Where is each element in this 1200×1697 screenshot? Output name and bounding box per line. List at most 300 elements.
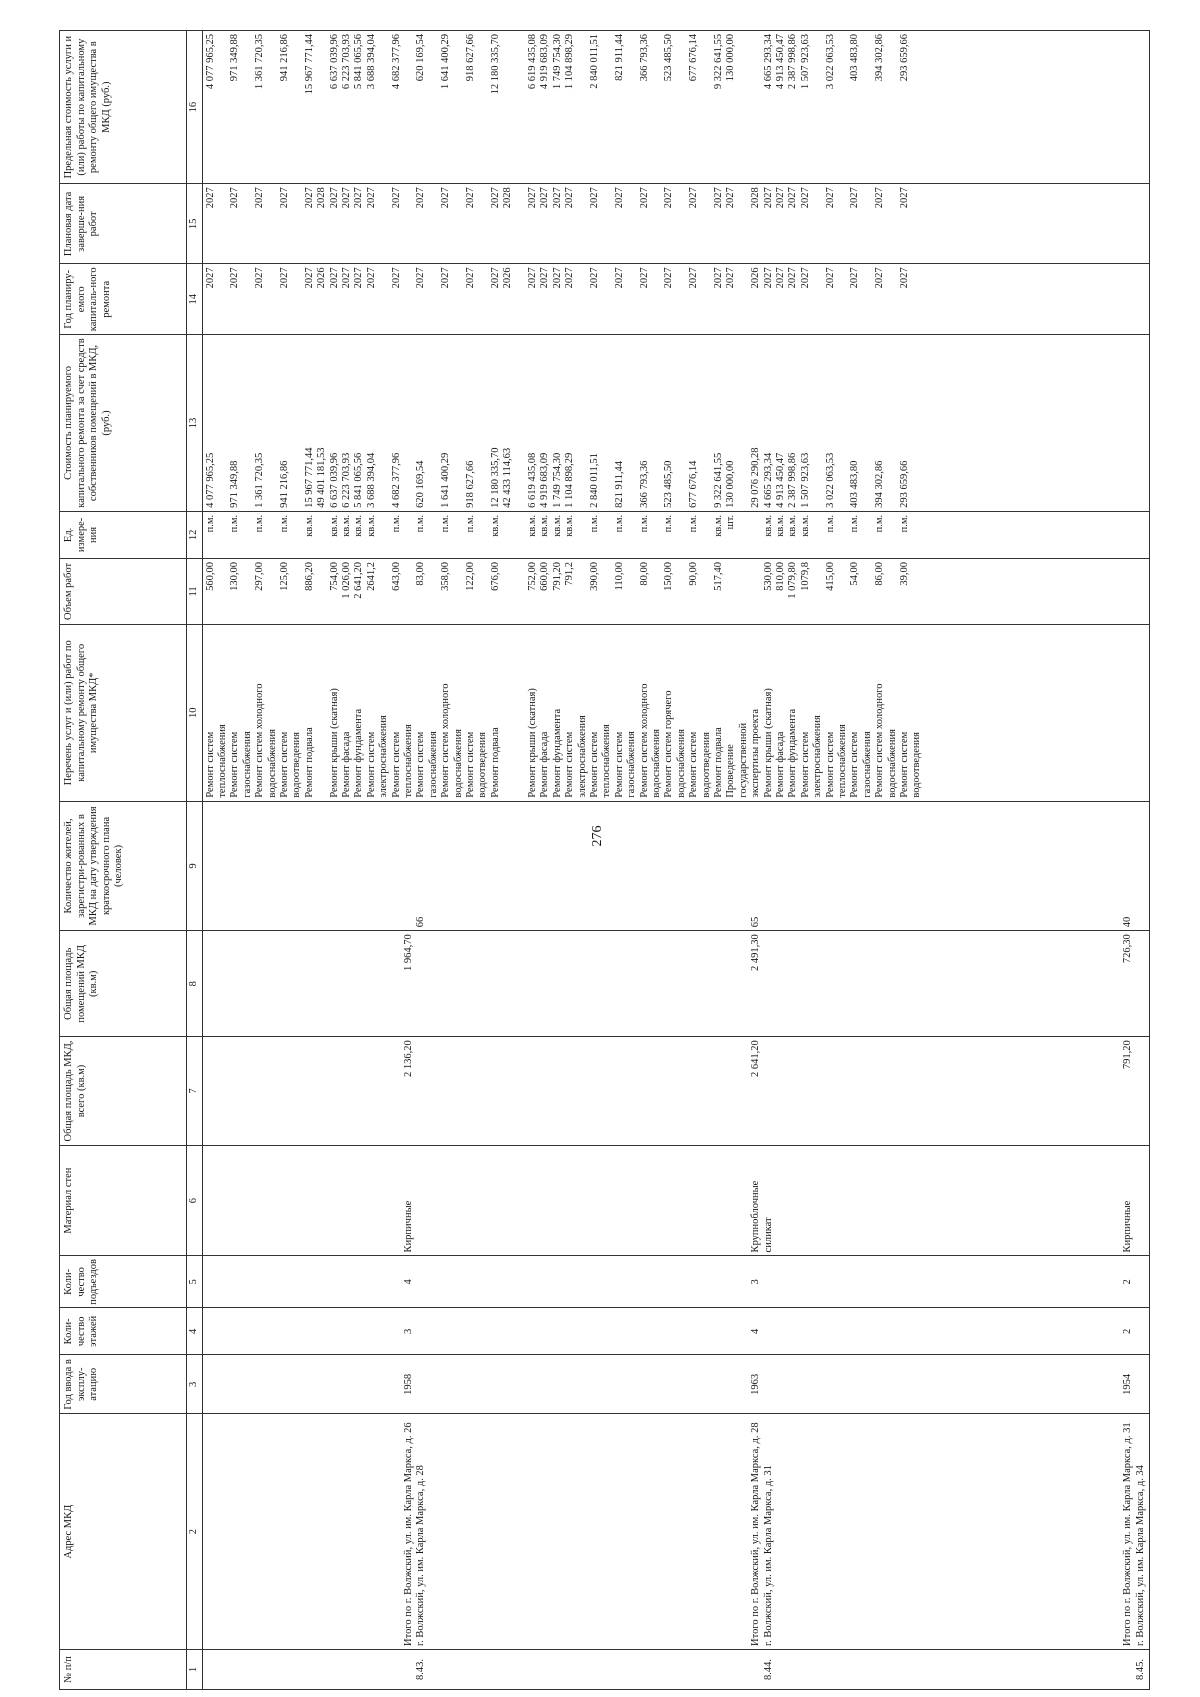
c15-line: 2027 [898, 187, 910, 209]
header-cell: Адрес МКД [60, 1414, 187, 1650]
c16-line: 403 483,80 [849, 34, 861, 82]
c5-line: 2 [1122, 1279, 1134, 1285]
c13-line: 5 841 065,56 [353, 452, 365, 508]
c10-line: Ремонт систем [464, 731, 476, 798]
c13-line: 1 507 923,63 [799, 452, 811, 508]
c13-line: 130 000,00 [725, 460, 737, 508]
c10-line: Ремонт систем [613, 731, 625, 798]
c9-line: 40 [1122, 916, 1134, 928]
c13-line: 1 104 898,29 [564, 452, 576, 508]
c13-line: 4 665 293,34 [762, 452, 774, 508]
col-unit-cell [202, 511, 1149, 558]
c11-line: 660,00 [539, 561, 551, 591]
c15-line: 2027 [390, 187, 402, 209]
c14-line: 2027 [638, 267, 650, 289]
c15-line: 2027 [440, 187, 452, 209]
column-number: 3 [187, 1355, 203, 1414]
c14-line: 2027 [564, 267, 576, 289]
c14-line: 2027 [526, 267, 538, 289]
c13-line: 4 919 683,09 [539, 452, 551, 508]
c3-line: 1958 [402, 1373, 414, 1395]
c13-line: 821 911,44 [613, 460, 625, 508]
c16-line: 1 507 923,63 [799, 34, 811, 90]
c16-line: 821 911,44 [613, 34, 625, 81]
c12-line: кв.м. [774, 514, 786, 537]
c14-line: 2027 [254, 267, 266, 289]
col-premises-area-cell [202, 931, 1149, 1037]
c13-line: 15 967 771,44 [303, 447, 315, 508]
header-cell: Коли-чество этажей [60, 1308, 187, 1355]
c10-line: электроснабжения [576, 715, 588, 798]
c3-line: 1963 [750, 1373, 762, 1395]
c11-line: 297,00 [254, 561, 266, 591]
c10-line: Ремонт фасада [539, 731, 551, 798]
column-number: 4 [187, 1308, 203, 1355]
c16-line: 918 627,66 [464, 34, 476, 82]
c10-line: Проведение [725, 744, 737, 798]
c12-line: п.м. [588, 514, 600, 533]
c15-line: 2028 [502, 187, 514, 209]
c10-line: Ремонт подвала [489, 727, 501, 798]
c10-line: Ремонт систем горячего [663, 690, 675, 798]
column-number: 15 [187, 184, 203, 264]
c15-line: 2027 [588, 187, 600, 209]
c11-line: 530,00 [762, 561, 774, 591]
c11-line: 791,20 [551, 561, 563, 591]
c6-line: Кирпичные [1122, 1200, 1134, 1253]
c10-line: Ремонт систем [390, 731, 402, 798]
c15-line: 2027 [415, 187, 427, 209]
c14-line: 2027 [799, 267, 811, 289]
c16-line: 5 841 065,56 [353, 34, 365, 90]
c12-line: п.м. [688, 514, 700, 533]
c13-line: 42 433 114,63 [502, 447, 514, 508]
c15-line: 2027 [303, 187, 315, 209]
c2-line: Итого по г. Волжский, ул. им. Карла Маркса, д. 31 [1122, 1422, 1134, 1646]
c14-line: 2027 [229, 267, 241, 289]
c15-line: 2028 [750, 187, 762, 209]
header-cell: Ед. измере-ния [60, 511, 187, 558]
c2-line: г. Волжский, ул. им. Карла Маркса, д. 31 [762, 1465, 774, 1646]
c12-line: п.м. [663, 514, 675, 533]
c13-line: 366 793,36 [638, 460, 650, 508]
c16-line: 4 077 965,25 [204, 34, 216, 90]
c10-line: водоснабжения [452, 729, 464, 798]
c11-line: 130,00 [229, 561, 241, 591]
c10-line: Ремонт систем [588, 731, 600, 798]
c15-line: 2027 [799, 187, 811, 209]
c12-line: кв.м. [365, 514, 377, 537]
c12-line: кв.м. [712, 514, 724, 537]
header-cell: Плановая дата заверше-ния работ [60, 184, 187, 264]
c11-line: 86,00 [874, 561, 886, 586]
c1-line: 8.43. [415, 1658, 427, 1680]
c6-line: Крупноблочные [750, 1180, 762, 1253]
c15-line: 2027 [464, 187, 476, 209]
c11-line: 39,00 [898, 561, 910, 586]
c6-line: Кирпичные [402, 1200, 414, 1253]
column-number: 10 [187, 624, 203, 801]
c10-line: Ремонт систем [688, 731, 700, 798]
c13-line: 4 077 965,25 [204, 452, 216, 508]
c14-line: 2027 [464, 267, 476, 289]
c15-line: 2027 [874, 187, 886, 209]
col-residents-cell [202, 801, 1149, 931]
col-volume-cell [202, 558, 1149, 624]
c10-line: водоотведения [700, 732, 712, 798]
c13-line: 1 749 754,30 [551, 452, 563, 508]
c12-line: п.м. [229, 514, 241, 533]
c5-line: 4 [402, 1279, 414, 1285]
c12-line: п.м. [440, 514, 452, 533]
c12-line: кв.м. [340, 514, 352, 537]
c3-line: 1954 [1122, 1373, 1134, 1395]
c7-line: 791,20 [1122, 1040, 1134, 1070]
c11-line: 415,00 [824, 561, 836, 591]
col-cost-cell [202, 335, 1149, 512]
c12-line: кв.м. [353, 514, 365, 537]
c13-line: 4 682 377,96 [390, 452, 402, 508]
c14-line: 2027 [688, 267, 700, 289]
c13-line: 3 022 063,53 [824, 452, 836, 508]
c13-line: 971 349,88 [229, 460, 241, 508]
c12-line: п.м. [638, 514, 650, 533]
c12-line: кв.м. [551, 514, 563, 537]
c2-line: г. Волжский, ул. им. Карла Маркса, д. 28 [415, 1465, 427, 1646]
c10-line: государственной [737, 722, 749, 798]
c11-line: 560,00 [204, 561, 216, 591]
c12-line: п.м. [613, 514, 625, 533]
c4-line: 2 [1122, 1328, 1134, 1334]
c13-line: 394 302,86 [874, 460, 886, 508]
c13-line: 49 401 181,53 [316, 447, 328, 508]
c15-line: 2027 [824, 187, 836, 209]
c11-line: 517,40 [712, 561, 724, 591]
capital-repair-table [59, 30, 1150, 1690]
col-max-cost-cell [202, 31, 1149, 184]
c12-line: п.м. [254, 514, 266, 533]
c12-line: кв.м. [303, 514, 315, 537]
c13-line: 941 216,86 [278, 460, 290, 508]
c10-line: газоснабжения [861, 731, 873, 798]
c11-line: 1079,8 [799, 561, 811, 591]
col-repair-year-cell [202, 264, 1149, 335]
c1-line: 8.44. [762, 1658, 774, 1680]
c11-line: 54,00 [849, 561, 861, 586]
c2-line: г. Волжский, ул. им. Карла Маркса, д. 34 [1134, 1465, 1146, 1646]
c15-line: 2027 [328, 187, 340, 209]
header-cell: Год ввода в эксплу-атацию [60, 1355, 187, 1414]
c15-line: 2027 [712, 187, 724, 209]
c15-line: 2027 [340, 187, 352, 209]
c8-line: 726,30 [1122, 934, 1134, 964]
c10-line: водоснабжения [266, 729, 278, 798]
c15-line: 2027 [564, 187, 576, 209]
c1-line: 8.45. [1134, 1658, 1146, 1680]
column-number: 14 [187, 264, 203, 335]
c10-line: теплоснабжения [836, 724, 848, 798]
c15-line: 2027 [551, 187, 563, 209]
column-number: 12 [187, 511, 203, 558]
c15-line: 2027 [254, 187, 266, 209]
c11-line: 80,00 [638, 561, 650, 586]
header-cell: Коли-чество подъездов [60, 1256, 187, 1308]
c13-line: 6 637 039,96 [328, 452, 340, 508]
c10-line: газоснабжения [427, 731, 439, 798]
header-cell: Стоимость планируемого капитального ремонта за счет средств собственников помещений в МКД, (руб.) [60, 335, 187, 512]
c12-line: кв.м. [539, 514, 551, 537]
c11-line: 643,00 [390, 561, 402, 591]
c14-line: 2027 [303, 267, 315, 289]
c14-line: 2027 [588, 267, 600, 289]
c14-line: 2027 [390, 267, 402, 289]
c13-line: 620 169,54 [415, 460, 427, 508]
c4-line: 4 [750, 1328, 762, 1334]
header-cell: Общая площадь помещений МКД (кв.м) [60, 931, 187, 1037]
table-body-row [202, 31, 1149, 1690]
c11-line: 886,20 [303, 561, 315, 591]
c14-line: 2027 [898, 267, 910, 289]
c16-line: 3 022 063,53 [824, 34, 836, 90]
c14-line: 2026 [316, 267, 328, 289]
c11-line: 83,00 [415, 561, 427, 586]
c13-line: 403 483,80 [849, 460, 861, 508]
c10-line: Ремонт систем холодного [638, 683, 650, 798]
column-number: 2 [187, 1414, 203, 1650]
c10-line: Ремонт систем [824, 731, 836, 798]
c16-line: 2 387 998,86 [787, 34, 799, 90]
c13-line: 6 223 703,93 [340, 452, 352, 508]
c9-line: 66 [415, 916, 427, 928]
c10-line: Ремонт подвала [712, 727, 724, 798]
c12-line: п.м. [464, 514, 476, 533]
c2-line: Итого по г. Волжский, ул. им. Карла Маркса, д. 28 [750, 1422, 762, 1646]
c11-line: 1 079,80 [787, 561, 799, 599]
c16-line: 620 169,54 [415, 34, 427, 82]
c10-line: водоснабжения [675, 729, 687, 798]
c14-line: 2027 [440, 267, 452, 289]
c12-line: п.м. [278, 514, 290, 533]
c14-line: 2027 [725, 267, 737, 289]
col-number-cell [202, 1649, 1149, 1689]
c15-line: 2027 [365, 187, 377, 209]
c11-line: 2641,2 [365, 561, 377, 591]
c16-line: 394 302,86 [874, 34, 886, 82]
c15-line: 2027 [204, 187, 216, 209]
c13-line: 1 361 720,35 [254, 452, 266, 508]
c10-line: водоснабжения [886, 729, 898, 798]
c10-line: Ремонт фундамента [353, 708, 365, 798]
page-number: 276 [590, 825, 605, 847]
c10-line: Ремонт систем [278, 731, 290, 798]
c11-line: 110,00 [613, 561, 625, 591]
column-number: 7 [187, 1037, 203, 1145]
c14-line: 2027 [874, 267, 886, 289]
col-entrances-cell [202, 1256, 1149, 1308]
c13-line: 2 387 998,86 [787, 452, 799, 508]
c13-line: 3 688 394,04 [365, 452, 377, 508]
c14-line: 2027 [353, 267, 365, 289]
c14-line: 2027 [787, 267, 799, 289]
header-cell: № п/п [60, 1649, 187, 1689]
c15-line: 2027 [278, 187, 290, 209]
c10-line: теплоснабжения [216, 724, 228, 798]
c16-line: 523 485,50 [663, 34, 675, 82]
c9-line: 65 [750, 916, 762, 928]
c10-line: Ремонт систем холодного [254, 683, 266, 798]
col-year-cell [202, 1355, 1149, 1414]
header-cell: Общая площадь МКД, всего (кв.м) [60, 1037, 187, 1145]
c15-line: 2028 [316, 187, 328, 209]
c12-line: кв.м. [564, 514, 576, 537]
c10-line: Ремонт систем [799, 731, 811, 798]
c10-line: Ремонт систем [849, 731, 861, 798]
c16-line: 1 641 400,29 [440, 34, 452, 90]
c8-line: 1 964,70 [402, 934, 414, 972]
c16-line: 2 840 011,51 [588, 34, 600, 89]
c11-line: 125,00 [278, 561, 290, 591]
c14-line: 2027 [551, 267, 563, 289]
c5-line: 3 [750, 1279, 762, 1285]
column-number: 13 [187, 335, 203, 512]
header-cell: Год планиру-емого капиталь-ного ремонта [60, 264, 187, 335]
column-number: 1 [187, 1649, 203, 1689]
c13-line: 1 641 400,29 [440, 452, 452, 508]
c15-line: 2027 [762, 187, 774, 209]
c6-line: силикат [762, 1217, 774, 1253]
c15-line: 2027 [787, 187, 799, 209]
c16-line: 366 793,36 [638, 34, 650, 82]
c10-line: Ремонт крыши (скатная) [762, 688, 774, 798]
c7-line: 2 641,20 [750, 1040, 762, 1078]
c10-line: Ремонт крыши (скатная) [328, 688, 340, 798]
c15-line: 2027 [688, 187, 700, 209]
c12-line: кв.м. [489, 514, 501, 537]
col-wall-material-cell [202, 1145, 1149, 1256]
c11-line: 791,2 [564, 561, 576, 586]
c12-line: п.м. [874, 514, 886, 533]
c11-line: 752,00 [526, 561, 538, 591]
c10-line: Ремонт крыши (скатная) [526, 688, 538, 798]
c14-line: 2027 [774, 267, 786, 289]
c16-line: 4 665 293,34 [762, 34, 774, 90]
c15-line: 2027 [774, 187, 786, 209]
c15-line: 2027 [526, 187, 538, 209]
c15-line: 2027 [229, 187, 241, 209]
c16-line: 4 919 683,09 [539, 34, 551, 90]
c16-line: 941 216,86 [278, 34, 290, 82]
c12-line: кв.м. [762, 514, 774, 537]
c14-line: 2027 [278, 267, 290, 289]
c16-line: 293 659,66 [898, 34, 910, 82]
c11-line: 1 026,00 [340, 561, 352, 599]
column-number: 6 [187, 1145, 203, 1256]
c16-line: 12 180 335,70 [489, 34, 501, 95]
col-total-area-cell [202, 1037, 1149, 1145]
c12-line: п.м. [390, 514, 402, 533]
c14-line: 2027 [712, 267, 724, 289]
c10-line: Ремонт фундамента [787, 708, 799, 798]
c14-line: 2027 [489, 267, 501, 289]
c12-line: п.м. [204, 514, 216, 533]
c12-line: кв.м. [787, 514, 799, 537]
c13-line: 12 180 335,70 [489, 447, 501, 508]
c10-line: водоотведения [477, 732, 489, 798]
c12-line: п.м. [898, 514, 910, 533]
c8-line: 2 491,30 [750, 934, 762, 972]
c10-line: теплоснабжения [601, 724, 613, 798]
c10-line: Ремонт фасада [774, 731, 786, 798]
c15-line: 2027 [663, 187, 675, 209]
c16-line: 130 000,00 [725, 34, 737, 82]
column-number: 9 [187, 801, 203, 931]
c11-line: 676,00 [489, 561, 501, 591]
c10-line: водоснабжения [650, 729, 662, 798]
c12-line: п.м. [849, 514, 861, 533]
header-cell: Объем работ [60, 558, 187, 624]
c16-line: 677 676,14 [688, 34, 700, 82]
c10-line: Ремонт систем [898, 731, 910, 798]
c12-line: кв.м. [526, 514, 538, 537]
c16-line: 15 967 771,44 [303, 34, 315, 95]
c16-line: 3 688 394,04 [365, 34, 377, 90]
c15-line: 2027 [638, 187, 650, 209]
c10-line: Ремонт систем [365, 731, 377, 798]
c16-line: 1 749 754,30 [551, 34, 563, 90]
c13-line: 293 659,66 [898, 460, 910, 508]
col-completion-cell [202, 184, 1149, 264]
col-floors-cell [202, 1308, 1149, 1355]
c16-line: 4 913 450,47 [774, 34, 786, 90]
c15-line: 2027 [849, 187, 861, 209]
c11-line: 358,00 [440, 561, 452, 591]
c16-line: 6 637 039,96 [328, 34, 340, 90]
column-number: 11 [187, 558, 203, 624]
column-number: 16 [187, 31, 203, 184]
header-row [60, 31, 187, 1690]
c12-line: кв.м. [328, 514, 340, 537]
c14-line: 2026 [750, 267, 762, 289]
c13-line: 918 627,66 [464, 460, 476, 508]
c10-line: Ремонт фундамента [551, 708, 563, 798]
c12-line: п.м. [824, 514, 836, 533]
header-cell: Материал стен [60, 1145, 187, 1256]
c2-line: Итого по г. Волжский, ул. им. Карла Маркса, д. 26 [402, 1422, 414, 1646]
c13-line: 9 322 641,55 [712, 452, 724, 508]
c10-line: Ремонт систем [415, 731, 427, 798]
c11-line: 754,00 [328, 561, 340, 591]
col-works-cell [202, 624, 1149, 801]
column-number: 5 [187, 1256, 203, 1308]
c15-line: 2027 [613, 187, 625, 209]
c4-line: 3 [402, 1328, 414, 1334]
c14-line: 2027 [762, 267, 774, 289]
c16-line: 1 104 898,29 [564, 34, 576, 90]
c12-line: п.м. [415, 514, 427, 533]
c15-line: 2027 [489, 187, 501, 209]
c13-line: 6 619 435,08 [526, 452, 538, 508]
c10-line: Ремонт фасада [340, 731, 352, 798]
c13-line: 4 913 450,47 [774, 452, 786, 508]
c16-line: 971 349,88 [229, 34, 241, 82]
c14-line: 2027 [365, 267, 377, 289]
c12-line: кв.м. [799, 514, 811, 537]
c11-line: 150,00 [663, 561, 675, 591]
c10-line: экспертизы проекта [750, 708, 762, 798]
c7-line: 2 136,20 [402, 1040, 414, 1078]
c10-line: Ремонт систем холодного [440, 683, 452, 798]
column-number: 8 [187, 931, 203, 1037]
